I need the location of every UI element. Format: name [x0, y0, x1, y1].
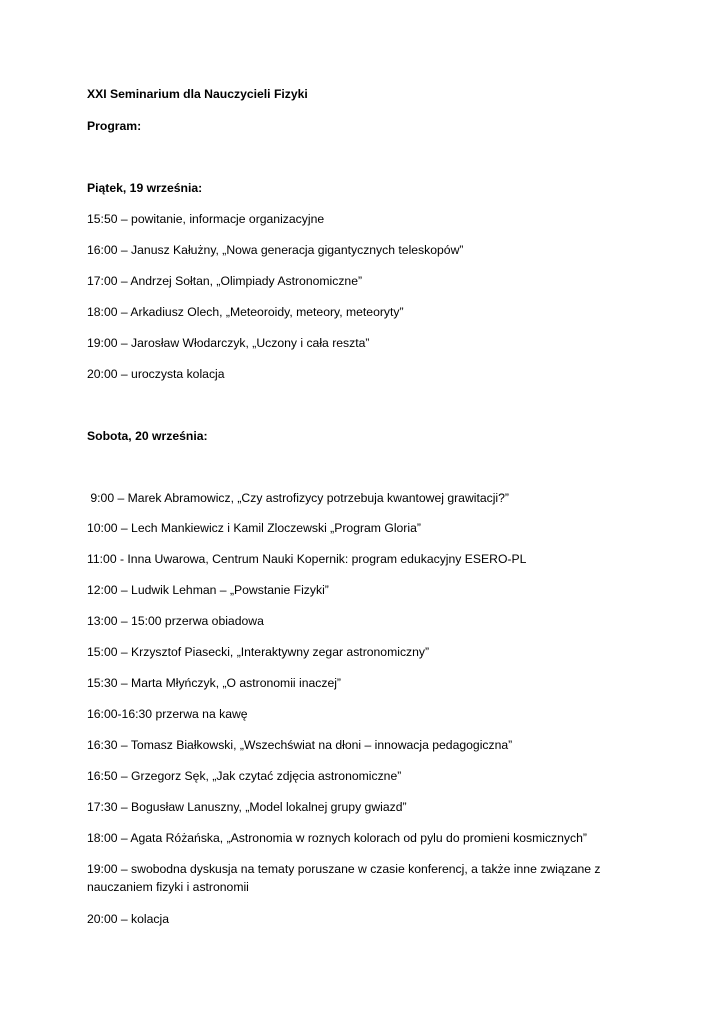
schedule-item: 20:00 – uroczysta kolacja	[87, 367, 225, 381]
schedule-item: 15:50 – powitanie, informacje organizacyjne	[87, 212, 325, 226]
schedule-item: 20:00 – kolacja	[87, 912, 169, 926]
schedule-item: 16:30 – Tomasz Białkowski, „Wszechświat na dłoni – innowacja pedagogiczna”	[87, 738, 513, 752]
schedule-item: 19:00 – Jarosław Włodarczyk, „Uczony i cała reszta”	[87, 336, 370, 350]
day1-heading: Piątek, 19 września:	[87, 181, 203, 195]
schedule-item: 19:00 – swobodna dyskusja na tematy poruszane w czasie konferencj, a także inne związane z nauczaniem fizyki i astronomii	[87, 862, 601, 894]
schedule-item: 15:00 – Krzysztof Piasecki, „Interaktywny zegar astronomiczny”	[87, 645, 430, 659]
document-title: XXI Seminarium dla Nauczycieli Fizyki	[87, 87, 308, 101]
schedule-item: 18:00 – Agata Różańska, „Astronomia w roznych kolorach od pylu do promieni kosmicznych”	[87, 831, 587, 845]
program-label: Program:	[87, 119, 142, 133]
schedule-item: 17:00 – Andrzej Sołtan, „Olimpiady Astronomiczne”	[87, 274, 363, 288]
schedule-item: 10:00 – Lech Mankiewicz i Kamil Zloczewski „Program Gloria”	[87, 521, 421, 535]
schedule-item: 18:00 – Arkadiusz Olech, „Meteoroidy, meteory, meteoryty”	[87, 305, 404, 319]
schedule-item: 13:00 – 15:00 przerwa obiadowa	[87, 614, 264, 628]
schedule-item: 9:00 – Marek Abramowicz, „Czy astrofizycy potrzebuja kwantowej grawitacji?”	[87, 491, 509, 505]
schedule-item: 16:00 – Janusz Kałużny, „Nowa generacja gigantycznych teleskopów”	[87, 243, 464, 257]
schedule-item: 16:00-16:30 przerwa na kawę	[87, 707, 248, 721]
day2-heading: Sobota, 20 września:	[87, 429, 208, 443]
schedule-item: 12:00 – Ludwik Lehman – „Powstanie Fizyki”	[87, 583, 329, 597]
schedule-item: 16:50 – Grzegorz Sęk, „Jak czytać zdjęcia astronomiczne”	[87, 769, 402, 783]
schedule-item: 11:00 - Inna Uwarowa, Centrum Nauki Kopernik: program edukacyjny ESERO-PL	[87, 552, 527, 566]
schedule-item: 15:30 – Marta Młyńczyk, „O astronomii inaczej”	[87, 676, 341, 690]
schedule-item: 17:30 – Bogusław Lanuszny, „Model lokalnej grupy gwiazd”	[87, 800, 407, 814]
